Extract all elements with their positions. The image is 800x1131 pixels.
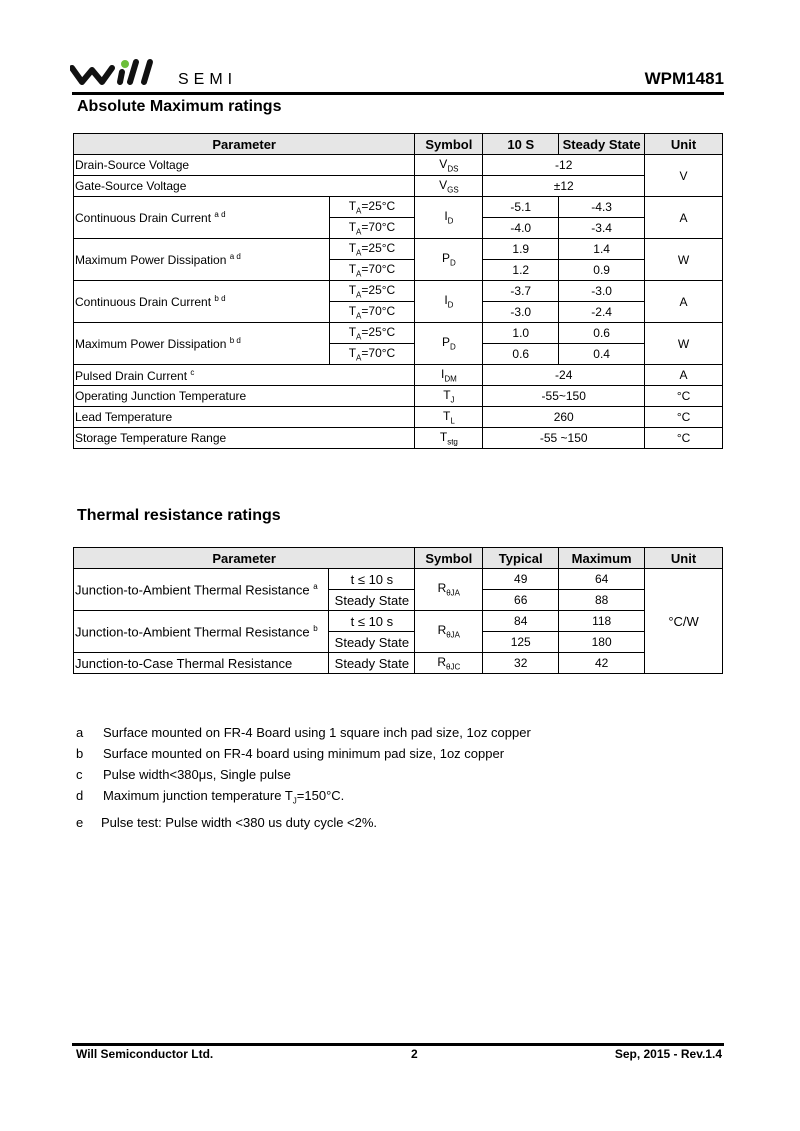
param-cell: Pulsed Drain Current $^c$: [74, 365, 415, 386]
symbol-cell: $R_{\theta JA}$: [415, 611, 483, 653]
symbol-cell: $I_{DM}$: [415, 365, 483, 386]
param-cell: Maximum Power Dissipation $^{a d}$: [74, 239, 330, 281]
value-cell: 49: [483, 569, 559, 590]
value-cell: 32: [483, 653, 559, 674]
param-cell: Junction-to-Ambient Thermal Resistance $^b$: [74, 611, 329, 653]
symbol-cell: $V_{GS}$: [415, 176, 483, 197]
value-cell: 1.2: [483, 260, 559, 281]
symbol-cell: $R_{\theta JC}$: [415, 653, 483, 674]
table-row: [74, 365, 723, 386]
footnotes: [76, 722, 531, 833]
col-header-parameter: Parameter: [74, 548, 415, 569]
col-header-symbol: Symbol: [415, 134, 483, 155]
value-cell: -3.0: [559, 281, 645, 302]
table-row: [74, 239, 723, 260]
page-header: [70, 58, 724, 94]
value-cell: -55 ~150: [483, 428, 645, 449]
value-cell: -2.4: [559, 302, 645, 323]
footnote-item: b Surface mounted on FR-4 board using minimum pad size, 1oz copper: [76, 746, 505, 761]
unit-cell: °C: [645, 407, 723, 428]
condition-cell: Steady State: [329, 590, 415, 611]
table-row: [74, 323, 723, 344]
param-cell: Junction-to-Ambient Thermal Resistance $^a$: [74, 569, 329, 611]
value-cell: -3.0: [483, 302, 559, 323]
table-row: [74, 155, 723, 176]
value-cell: -3.7: [483, 281, 559, 302]
footer-page-number: 2: [411, 1047, 418, 1061]
condition-cell: $T_A=25^\circ C$: [329, 197, 415, 218]
value-cell: -24: [483, 365, 645, 386]
value-cell: -4.3: [559, 197, 645, 218]
condition-cell: Steady State: [329, 632, 415, 653]
unit-cell: V: [645, 155, 723, 197]
footer-company: Will Semiconductor Ltd.: [76, 1047, 214, 1061]
unit-cell: A: [645, 281, 723, 323]
param-cell: Continuous Drain Current $^{b d}$: [74, 281, 330, 323]
thermal-title: Thermal resistance ratings: [77, 507, 281, 524]
table-row: [74, 197, 723, 218]
param-cell: Continuous Drain Current $^{a d}$: [74, 197, 330, 239]
param-cell: Lead Temperature: [74, 407, 415, 428]
table-row: [74, 176, 723, 197]
value-cell: -12: [483, 155, 645, 176]
condition-cell: $T_A=70^\circ C$: [329, 344, 415, 365]
col-header-unit: Unit: [645, 134, 723, 155]
param-cell: Operating Junction Temperature: [74, 386, 415, 407]
symbol-cell: $R_{\theta JA}$: [415, 569, 483, 611]
value-cell: 1.4: [559, 239, 645, 260]
table-header-row: [74, 548, 723, 569]
value-cell: 1.0: [483, 323, 559, 344]
param-cell: Maximum Power Dissipation $^{b d}$: [74, 323, 330, 365]
unit-cell: °C/W: [645, 569, 723, 674]
value-cell: 260: [483, 407, 645, 428]
footnote-item: c Pulse width<380μs, Single pulse: [76, 767, 291, 782]
condition-cell: Steady State: [329, 653, 415, 674]
col-header-maximum: Maximum: [559, 548, 645, 569]
value-cell: ±12: [483, 176, 645, 197]
value-cell: -55~150: [483, 386, 645, 407]
col-header-steady-state: Steady State: [559, 134, 645, 155]
symbol-cell: $P_D$: [415, 323, 483, 365]
document-title: WPM1481: [644, 69, 724, 88]
condition-cell: $T_A=70^\circ C$: [329, 302, 415, 323]
condition-cell: $T_A=70^\circ C$: [329, 218, 415, 239]
unit-cell: A: [645, 365, 723, 386]
value-cell: 64: [559, 569, 645, 590]
col-header-symbol: Symbol: [415, 548, 483, 569]
table-row: [74, 611, 723, 632]
condition-cell: $T_A=25^\circ C$: [329, 281, 415, 302]
footer-date-revision: Sep, 2015 - Rev.1.4: [614, 1047, 722, 1061]
value-cell: 0.6: [483, 344, 559, 365]
unit-cell: °C: [645, 428, 723, 449]
thermal-table: [73, 547, 723, 674]
table-row: [74, 653, 723, 674]
col-header-unit: Unit: [645, 548, 723, 569]
value-cell: 0.9: [559, 260, 645, 281]
logo-text: SEMI: [178, 71, 238, 88]
value-cell: 0.4: [559, 344, 645, 365]
abs-max-title: Absolute Maximum ratings: [77, 98, 282, 115]
table-row: [74, 569, 723, 590]
value-cell: 180: [559, 632, 645, 653]
table-row: [74, 407, 723, 428]
symbol-cell: $P_D$: [415, 239, 483, 281]
abs-max-table: [73, 133, 723, 449]
table-row: [74, 428, 723, 449]
col-header-typical: Typical: [483, 548, 559, 569]
value-cell: 88: [559, 590, 645, 611]
condition-cell: $T_A=25^\circ C$: [329, 323, 415, 344]
symbol-cell: $V_{DS}$: [415, 155, 483, 176]
value-cell: 1.9: [483, 239, 559, 260]
symbol-cell: $I_D$: [415, 197, 483, 239]
table-header-row: [74, 134, 723, 155]
col-header-10s: 10 S: [483, 134, 559, 155]
condition-cell: $T_A=70^\circ C$: [329, 260, 415, 281]
value-cell: -3.4: [559, 218, 645, 239]
footnote-item: a Surface mounted on FR-4 Board using 1 square inch pad size, 1oz copper: [76, 725, 531, 740]
unit-cell: W: [645, 323, 723, 365]
unit-cell: A: [645, 197, 723, 239]
footer-rule: [72, 1043, 724, 1046]
param-cell: Storage Temperature Range: [74, 428, 415, 449]
value-cell: 42: [559, 653, 645, 674]
value-cell: 118: [559, 611, 645, 632]
condition-cell: t ≤ 10 s: [329, 569, 415, 590]
unit-cell: W: [645, 239, 723, 281]
col-header-parameter: Parameter: [74, 134, 415, 155]
unit-cell: °C: [645, 386, 723, 407]
value-cell: -4.0: [483, 218, 559, 239]
value-cell: 84: [483, 611, 559, 632]
value-cell: -5.1: [483, 197, 559, 218]
symbol-cell: $T_L$: [415, 407, 483, 428]
value-cell: 0.6: [559, 323, 645, 344]
param-cell: Drain-Source Voltage: [74, 155, 415, 176]
symbol-cell: $T_{stg}$: [415, 428, 483, 449]
table-row: [74, 281, 723, 302]
symbol-cell: $T_J$: [415, 386, 483, 407]
value-cell: 66: [483, 590, 559, 611]
footnote-item: d Maximum junction temperature $T_J=150^\circ C$.: [76, 788, 345, 806]
param-cell: Junction-to-Case Thermal Resistance: [74, 653, 329, 674]
footnote-item: e Pulse test: Pulse width <380 us duty cycle <2%.: [76, 814, 378, 830]
value-cell: 125: [483, 632, 559, 653]
symbol-cell: $I_D$: [415, 281, 483, 323]
condition-cell: $T_A=25^\circ C$: [329, 239, 415, 260]
condition-cell: t ≤ 10 s: [329, 611, 415, 632]
header-rule: [72, 92, 724, 95]
table-row: [74, 386, 723, 407]
param-cell: Gate-Source Voltage: [74, 176, 415, 197]
